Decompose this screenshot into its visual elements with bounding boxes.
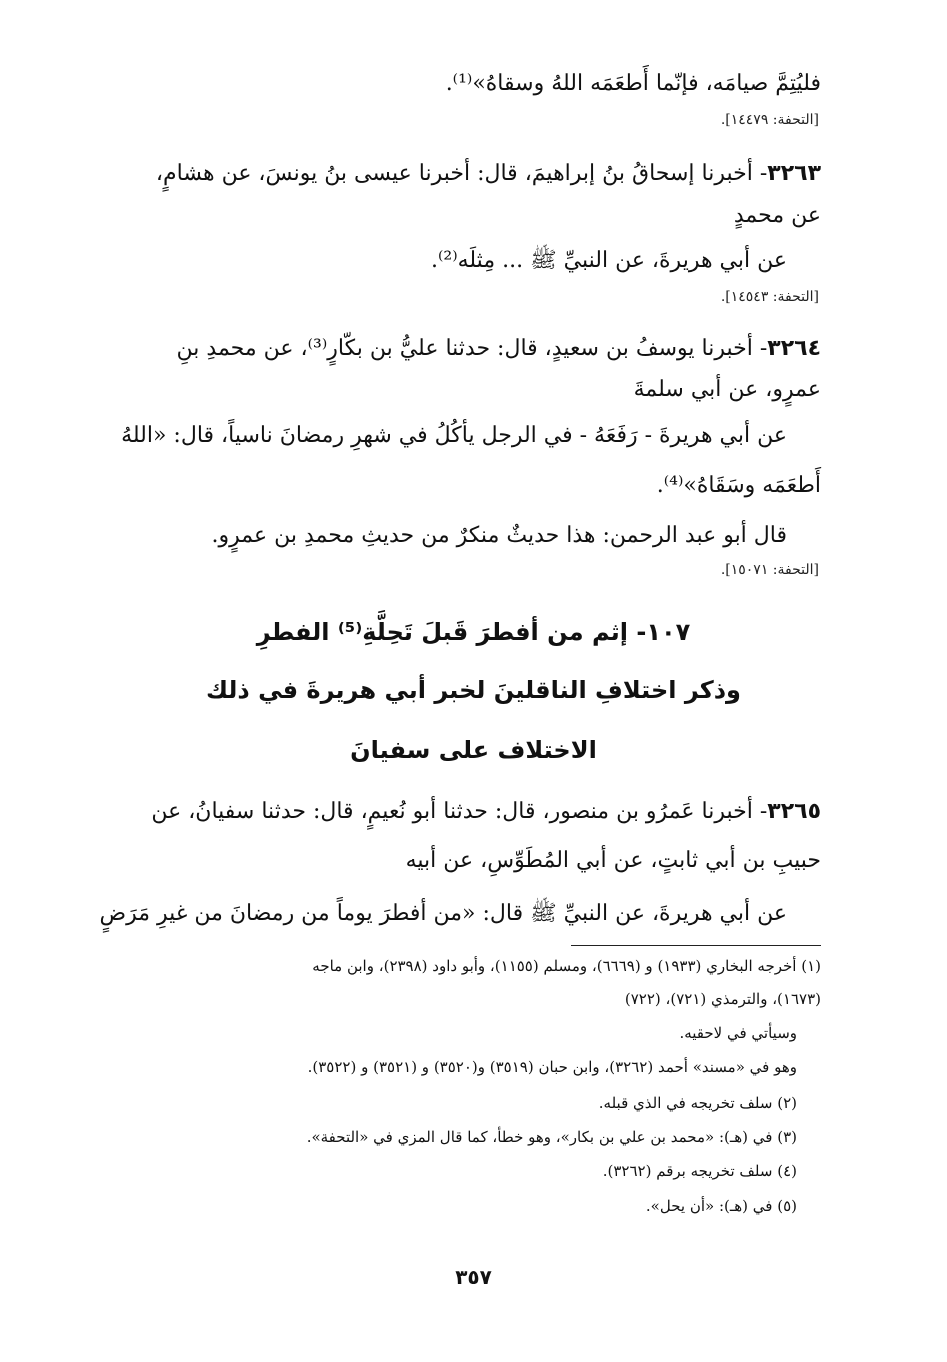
text-line-12: عن أبي هريرةَ، عن النبيِّ ﷺ قال: «من أفطرَ يوماً من رمضانَ من غيرِ مَرَضٍ: [99, 901, 787, 926]
footnote-1-line-2: (١٦٧٣)، والترمذي (٧٢١)، (٧٢٢): [624, 990, 821, 1008]
text-line-9: قال أبو عبد الرحمن: هذا حديثٌ منكرٌ من حديثِ محمدِ بن عمرٍو.: [211, 523, 787, 548]
text-line-4: عن أبي هريرةَ، عن النبيِّ ﷺ ... مِثلَه⁽²⁾.: [430, 248, 787, 273]
hadith-3264-text: - أخبرنا يوسفُ بن سعيدٍ، قال: حدثنا عليُّ بن بكّارٍ⁽³⁾، عن محمدِ بنِ: [176, 336, 768, 361]
footnote-2: (٢) سلف تخريجه في الذي قبله.: [598, 1094, 797, 1112]
tuhfa-reference-3: [التحفة: ١٥٠٧١].: [720, 562, 819, 578]
hadith-3265-text: - أخبرنا عَمرُو بن منصور، قال: حدثنا أبو نُعيمٍ، قال: حدثنا سفيانُ، عن: [151, 799, 768, 824]
text-line-3: عن محمدٍ: [733, 203, 821, 228]
text-line-8: أَطعَمَه وسَقَاهُ»⁽⁴⁾.: [656, 473, 821, 498]
hadith-number-3263: ٣٢٦٣: [767, 161, 821, 186]
hadith-number-3265: ٣٢٦٥: [767, 799, 821, 824]
hadith-3265-line: [121, 796, 821, 828]
text-line-1: فليُتِمَّ صيامَه، فإنّما أَطعَمَه اللهُ وسقاهُ»⁽¹⁾.: [445, 71, 821, 96]
footnote-3: (٣) في (هـ): «محمد بن علي بن بكار»، وهو خطأ، كما قال المزي في «التحفة».: [306, 1128, 797, 1146]
footnote-1-line-1: (١) أخرجه البخاري (١٩٣٣) و (٦٦٦٩)، ومسلم (١١٥٥)، وأبو داود (٢٣٩٨)، وابن ماجه: [312, 957, 821, 975]
footnote-4: (٤) سلف تخريجه برقم (٣٢٦٢).: [602, 1162, 797, 1180]
footnote-divider: [571, 945, 821, 946]
tuhfa-reference-2: [التحفة: ١٤٥٤٣].: [720, 289, 819, 305]
text-line-11: حبيبِ بن أبي ثابتٍ، عن أبي المُطَوِّسِ، عن أبيه: [405, 848, 821, 873]
text-line-7: عن أبي هريرةَ - رَفَعَهُ - في الرجل يأكُلُ في شهرِ رمضانَ ناسياً، قال: «اللهُ: [121, 423, 787, 448]
section-heading: الاختلاف على سفيانَ: [350, 736, 597, 764]
hadith-3263-line: [121, 158, 821, 190]
footnote-5: (٥) في (هـ): «أن يحل».: [645, 1197, 797, 1215]
footnote-1-line-3: وسيأتي في لاحقيه.: [679, 1024, 797, 1042]
chapter-heading: ١٠٧- إثم من أفطرَ قَبلَ تَحِلَّةِ⁽⁵⁾ الفطرِ: [256, 618, 691, 646]
page-number: ٣٥٧: [455, 1265, 492, 1289]
footnote-1-line-4: وهو في «مسند» أحمد (٣٢٦٢)، وابن حبان (٣٥١٩) و(٣٥٢٠) و (٣٥٢١) و (٣٥٢٢).: [307, 1058, 797, 1076]
chapter-subheading: وذكر اختلافِ الناقلينَ لخبر أبي هريرةَ في ذلك: [206, 676, 741, 704]
tuhfa-reference-1: [التحفة: ١٤٤٧٩].: [720, 112, 819, 128]
hadith-3264-line: [121, 333, 821, 365]
text-line-6: عمرٍو، عن أبي سلمةَ: [633, 377, 821, 402]
hadith-number-3264: ٣٢٦٤: [767, 336, 821, 361]
hadith-3263-text: - أخبرنا إسحاقُ بنُ إبراهيمَ، قال: أخبرنا عيسى بنُ يونسَ، عن هشامٍ،: [155, 161, 768, 186]
